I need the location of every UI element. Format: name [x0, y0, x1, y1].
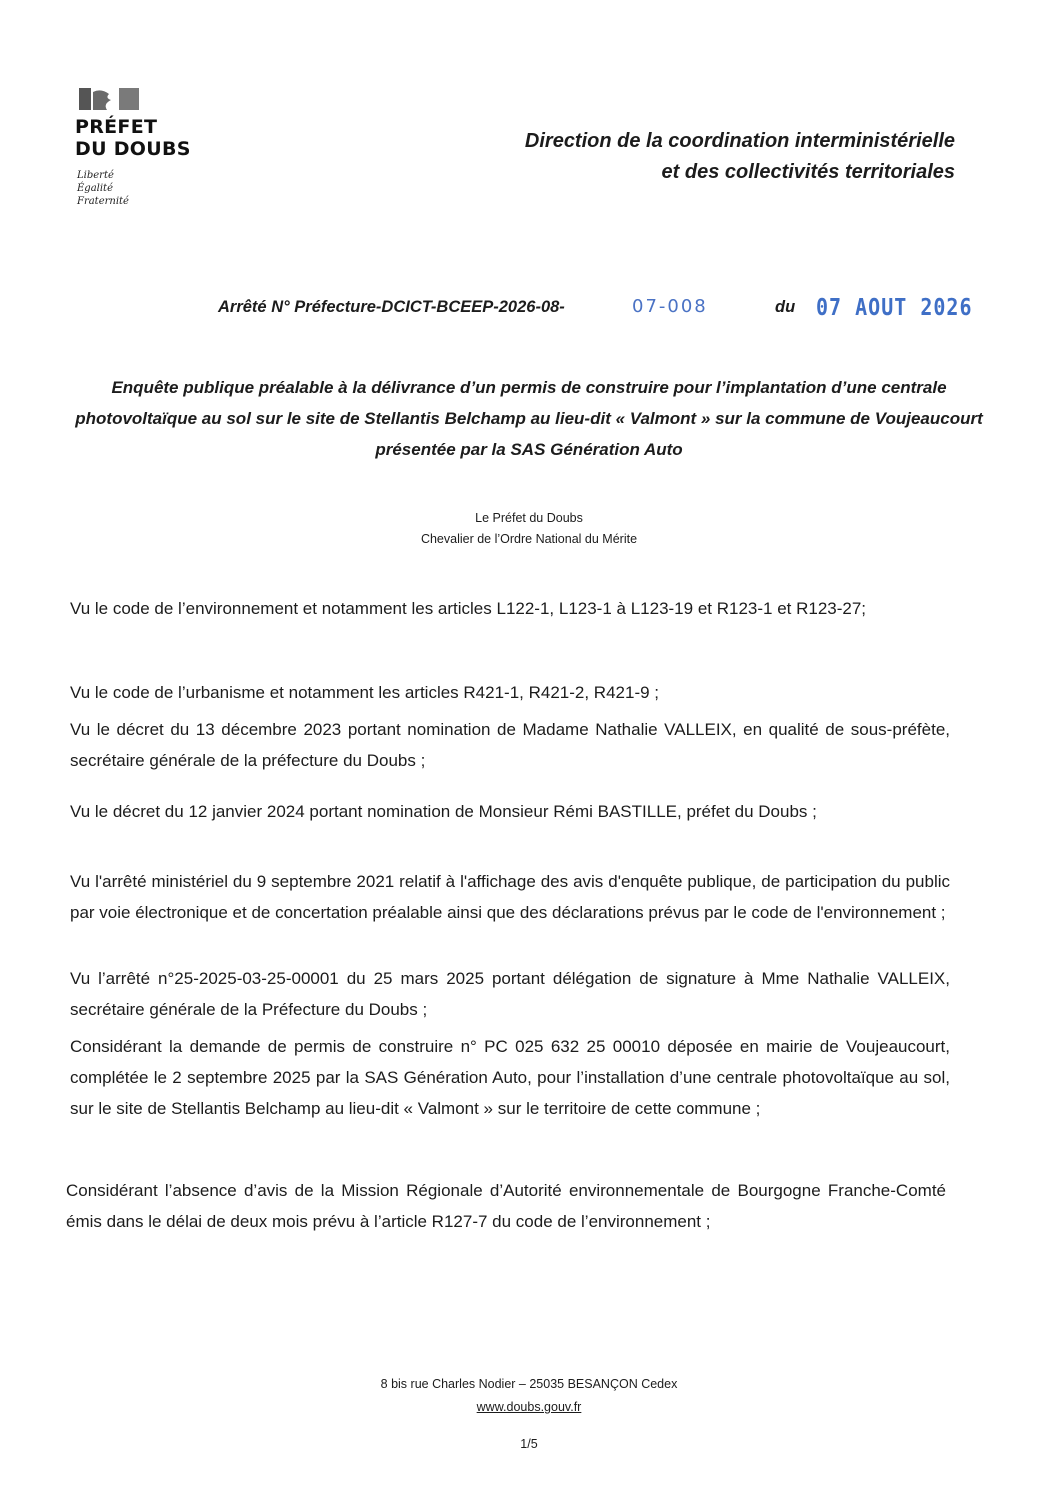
visa-paragraph: Vu le décret du 13 décembre 2023 portant nomination de Madame Nathalie VALLEIX, en qualité de sous-préfète, secrétaire générale de la préfecture du Doubs ;	[70, 720, 950, 770]
considerant-paragraph: Considérant la demande de permis de construire n° PC 025 632 25 00010 déposée en mairie de Voujeaucourt, complétée le 2 septembre 2025 par la SAS Génération Auto, pour l’installation d’une centrale photovoltaïque au sol, sur le site de Stellantis Belchamp au lieu-dit « Valmont » sur le territoire de cette commune ;	[70, 1037, 950, 1118]
arrete-du: du	[775, 298, 796, 316]
visa-paragraph: Vu le décret du 12 janvier 2024 portant nomination de Monsieur Rémi BASTILLE, préfet du Doubs ;	[70, 802, 817, 821]
direction-line2: et des collectivités territoriales	[661, 161, 955, 183]
arrete-date-stamp: 07 AOUT 2026	[816, 293, 973, 321]
visa-paragraph: Vu le code de l’urbanisme et notamment les articles R421-1, R421-2, R421-9 ;	[70, 683, 660, 702]
footer-website-link[interactable]: www.doubs.gouv.fr	[476, 1400, 582, 1414]
footer-address: 8 bis rue Charles Nodier – 25035 BESANÇON Cedex	[380, 1377, 678, 1391]
marianne-icon	[79, 88, 143, 110]
visa-paragraph: Vu le code de l’environnement et notamment les articles L122-1, L123-1 à L123-19 et R123-1 et R123-27;	[70, 599, 867, 618]
visa-paragraph: Vu l'arrêté ministériel du 9 septembre 2021 relatif à l'affichage des avis d'enquête publique, de participation du public par voie électronique et de concertation préalable ainsi que des déclarations prévus par le code de l'environnement ;	[70, 872, 950, 922]
authority-line2: Chevalier de l’Ordre National du Mérite	[420, 532, 638, 546]
considerant-paragraph: Considérant l’absence d’avis de la Mission Régionale d’Autorité environnementale de Bourgogne Franche-Comté émis dans le délai de deux mois prévu à l’article R127-7 du code de l’environnement ;	[66, 1181, 946, 1231]
direction-heading	[525, 126, 955, 188]
motto-egalite: Égalité	[77, 183, 113, 194]
arrete-handwritten-number: 07-008	[632, 296, 708, 317]
direction-line1: Direction de la coordination interministérielle	[524, 130, 955, 152]
document-subject: Enquête publique préalable à la délivrance d’un permis de construire pour l’implantation d’une centrale photovoltaïque au sol sur le site de Stellantis Belchamp au lieu-dit « Valmont » sur la commune de Voujeaucourt présentée par la SAS Génération Auto	[75, 378, 983, 459]
page-number: 1/5	[520, 1437, 538, 1451]
visa-paragraph: Vu l’arrêté n°25-2025-03-25-00001 du 25 mars 2025 portant délégation de signature à Mme Nathalie VALLEIX, secrétaire générale de la Préfecture du Doubs ;	[70, 969, 950, 1019]
logo-prefect-line1: PRÉFET	[75, 116, 158, 138]
logo-prefect-line2: DU DOUBS	[75, 138, 191, 160]
motto-fraternite: Fraternité	[77, 196, 129, 207]
authority-block	[0, 508, 1058, 550]
authority-line1: Le Préfet du Doubs	[475, 511, 583, 525]
arrete-number-prefix: Arrêté N° Préfecture-DCICT-BCEEP-2026-08-	[218, 298, 565, 316]
motto-liberte: Liberté	[77, 170, 114, 181]
